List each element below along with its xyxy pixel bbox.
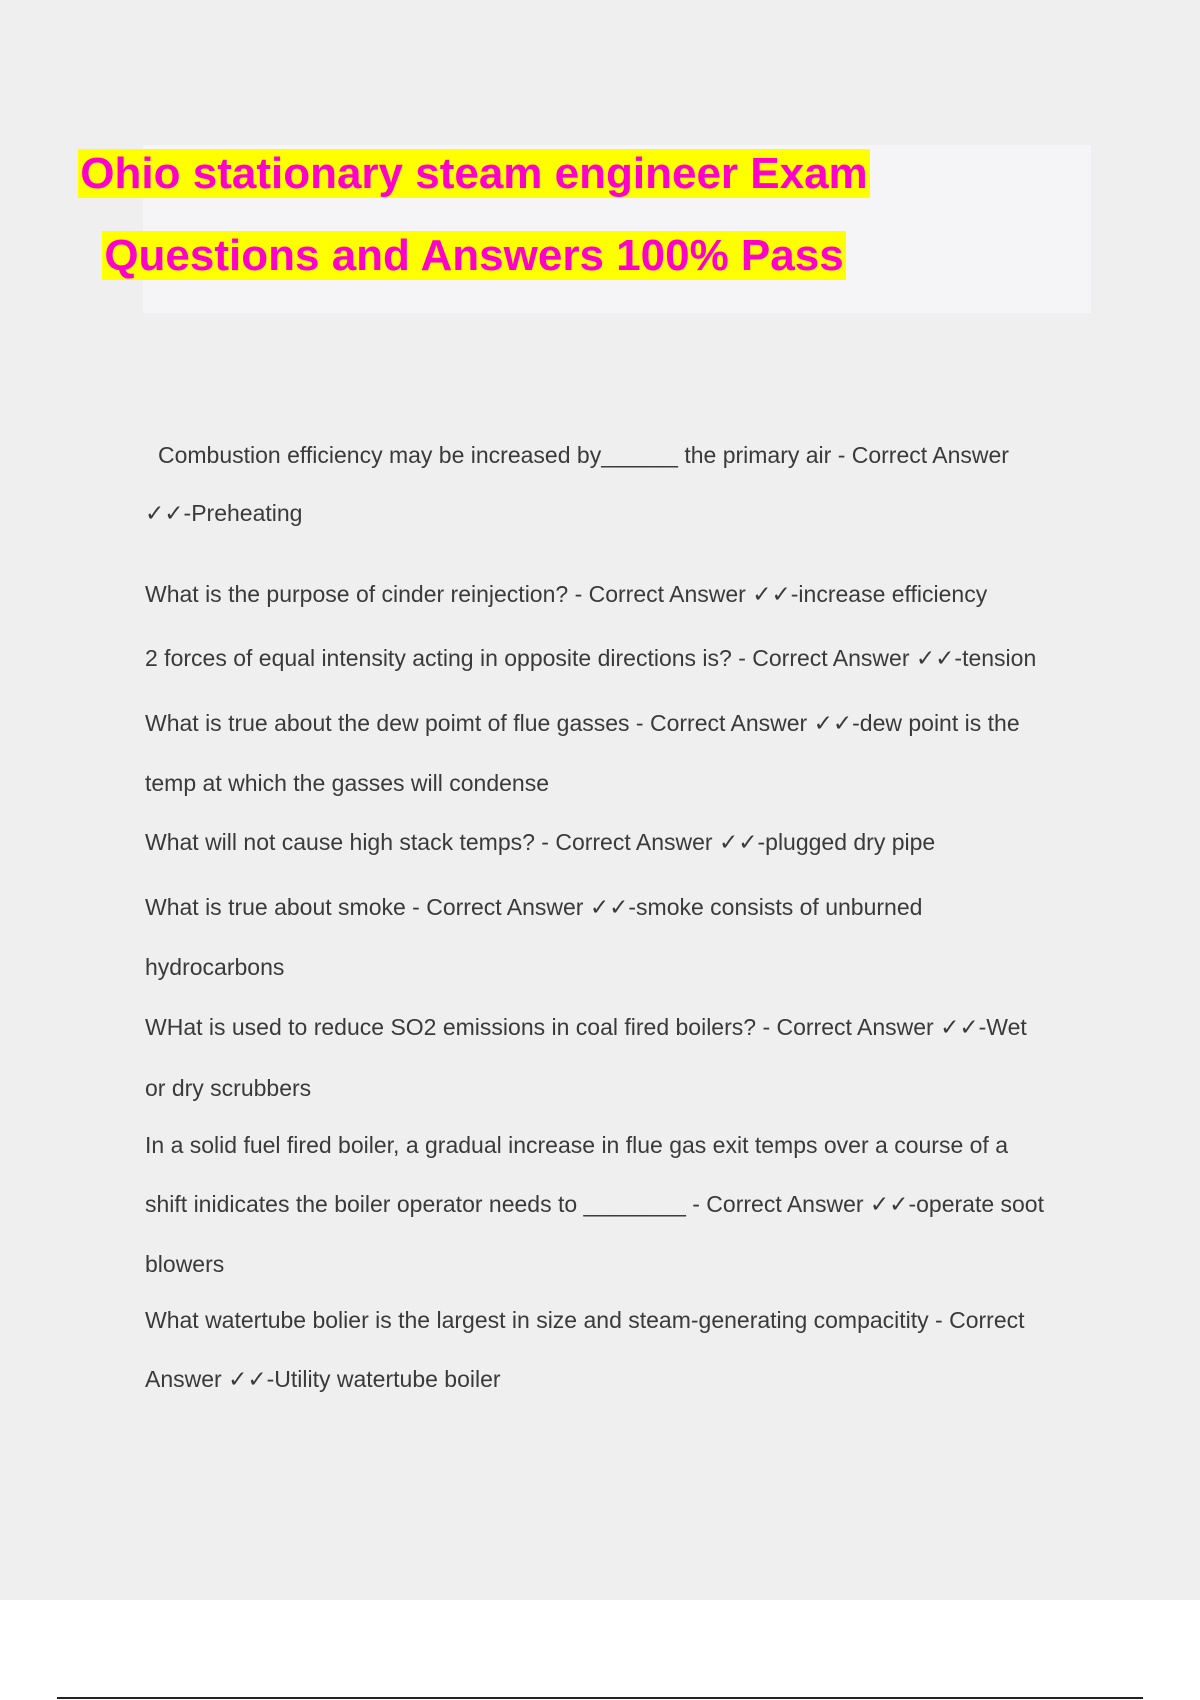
document-title-line-1 bbox=[0, 145, 948, 203]
qa-line: blowers bbox=[145, 1251, 225, 1277]
title-highlight-2: Questions and Answers 100% Pass bbox=[104, 231, 844, 280]
qa-line: What will not cause high stack temps? - Correct Answer ✓✓-plugged dry pipe bbox=[145, 829, 936, 855]
qa-line: or dry scrubbers bbox=[145, 1075, 312, 1101]
qa-line: What is true about smoke - Correct Answer ✓✓-smoke consists of unburned bbox=[145, 894, 923, 920]
qa-line: What is the purpose of cinder reinjection? - Correct Answer ✓✓-increase efficiency bbox=[145, 581, 988, 607]
title-highlight-1: Ohio stationary steam engineer Exam bbox=[80, 149, 868, 198]
qa-line: hydrocarbons bbox=[145, 954, 285, 980]
qa-line: What watertube bolier is the largest in size and steam-generating compacitity - Correct bbox=[145, 1307, 1025, 1333]
qa-line: temp at which the gasses will condense bbox=[145, 770, 549, 796]
qa-line: In a solid fuel fired boiler, a gradual increase in flue gas exit temps over a course of a bbox=[145, 1132, 1008, 1158]
footer-divider bbox=[57, 1697, 1143, 1699]
qa-line: 2 forces of equal intensity acting in opposite directions is? - Correct Answer ✓✓-tension bbox=[145, 645, 1037, 671]
qa-line: What is true about the dew poimt of flue gasses - Correct Answer ✓✓-dew point is the bbox=[145, 710, 1020, 736]
qa-line: Combustion efficiency may be increased by______ the primary air - Correct Answer bbox=[158, 442, 1009, 468]
qa-line: WHat is used to reduce SO2 emissions in coal fired boilers? - Correct Answer ✓✓-Wet bbox=[145, 1014, 1027, 1040]
qa-line: ✓✓-Preheating bbox=[145, 500, 303, 526]
document-title-line-2 bbox=[0, 227, 948, 285]
qa-line: shift inidicates the boiler operator needs to ________ - Correct Answer ✓✓-operate soot bbox=[145, 1191, 1044, 1217]
qa-line: Answer ✓✓-Utility watertube boiler bbox=[145, 1366, 501, 1392]
